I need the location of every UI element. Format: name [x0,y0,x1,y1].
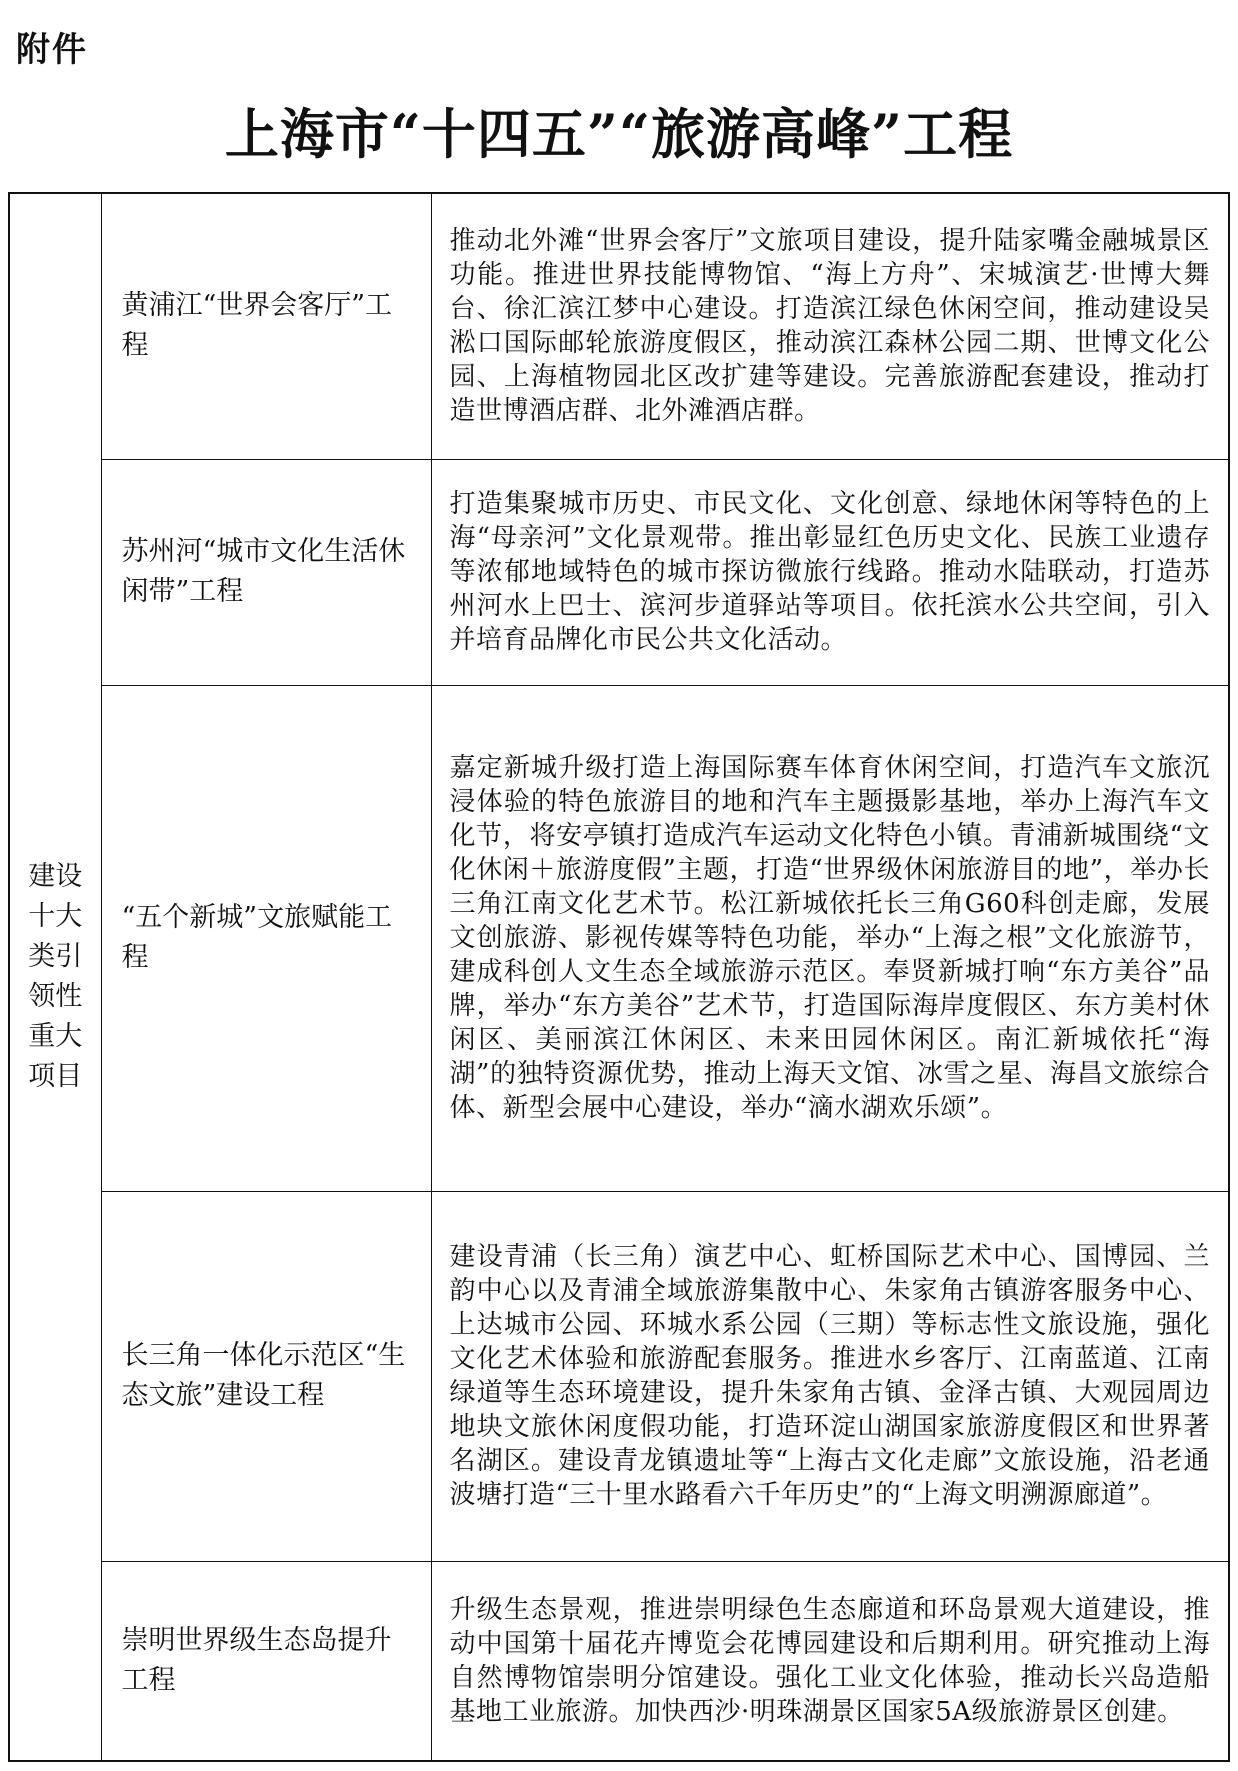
project-name: 崇明世界级生态岛提升工程 [101,1561,431,1761]
project-name: 苏州河“城市文化生活休闲带”工程 [101,459,431,685]
table-row [9,459,1229,685]
project-description: 打造集聚城市历史、市民文化、文化创意、绿地休闲等特色的上海“母亲河”文化景观带。推出彰显红色历史文化、民族工业遗存等浓郁地域特色的城市探访微旅行线路。推动水陆联动，打造苏州河水上巴士、滨河步道驿站等项目。依托滨水公共空间，引入并培育品牌化市民公共文化活动。 [431,459,1229,685]
project-description: 推动北外滩“世界会客厅”文旅项目建设，提升陆家嘴金融城景区功能。推进世界技能博物馆、“海上方舟”、宋城演艺·世博大舞台、徐汇滨江梦中心建设。打造滨江绿色休闲空间，推动建设吴淞口国际邮轮旅游度假区，推动滨江森林公园二期、世博文化公园、上海植物园北区改扩建等建设。完善旅游配套建设，推动打造世博酒店群、北外滩酒店群。 [431,193,1229,459]
project-description: 建设青浦（长三角）演艺中心、虹桥国际艺术中心、国博园、兰韵中心以及青浦全域旅游集散中心、朱家角古镇游客服务中心、上达城市公园、环城水系公园（三期）等标志性文旅设施，强化文化艺术体验和旅游配套服务。推进水乡客厅、江南蓝道、江南绿道等生态环境建设，提升朱家角古镇、金泽古镇、大观园周边地块文旅休闲度假功能，打造环淀山湖国家旅游度假区和世界著名湖区。建设青龙镇遗址等“上海古文化走廊”文旅设施，沿老通波塘打造“三十里水路看六千年历史”的“上海文明溯源廊道”。 [431,1191,1229,1561]
project-name: 黄浦江“世界会客厅”工程 [101,193,431,459]
table-row [9,1561,1229,1761]
project-name: 长三角一体化示范区“生态文旅”建设工程 [101,1191,431,1561]
group-label: 建设十大类引领性重大项目 [9,193,101,1761]
table-row [9,685,1229,1191]
attachment-label: 附件 [16,30,88,70]
table-row [9,1191,1229,1561]
table-row [9,193,1229,459]
project-name: “五个新城”文旅赋能工程 [101,685,431,1191]
project-description: 嘉定新城升级打造上海国际赛车体育休闲空间，打造汽车文旅沉浸体验的特色旅游目的地和汽车主题摄影基地，举办上海汽车文化节，将安亭镇打造成汽车运动文化特色小镇。青浦新城围绕“文化休闲＋旅游度假”主题，打造“世界级休闲旅游目的地”，举办长三角江南文化艺术节。松江新城依托长三角G60科创走廊，发展文创旅游、影视传媒等特色功能，举办“上海之根”文化旅游节，建成科创人文生态全域旅游示范区。奉贤新城打响“东方美谷”品牌，举办“东方美谷”艺术节，打造国际海岸度假区、东方美村休闲区、美丽滨江休闲区、未来田园休闲区。南汇新城依托“海湖”的独特资源优势，推动上海天文馆、冰雪之星、海昌文旅综合体、新型会展中心建设，举办“滴水湖欢乐颂”。 [431,685,1229,1191]
page-title: 上海市“十四五”“旅游高峰”工程 [224,102,1014,166]
project-table [8,192,1230,1762]
project-description: 升级生态景观，推进崇明绿色生态廊道和环岛景观大道建设，推动中国第十届花卉博览会花博园建设和后期利用。研究推动上海自然博物馆崇明分馆建设。强化工业文化体验，推动长兴岛造船基地工业旅游。加快西沙·明珠湖景区国家5A级旅游景区创建。 [431,1561,1229,1761]
